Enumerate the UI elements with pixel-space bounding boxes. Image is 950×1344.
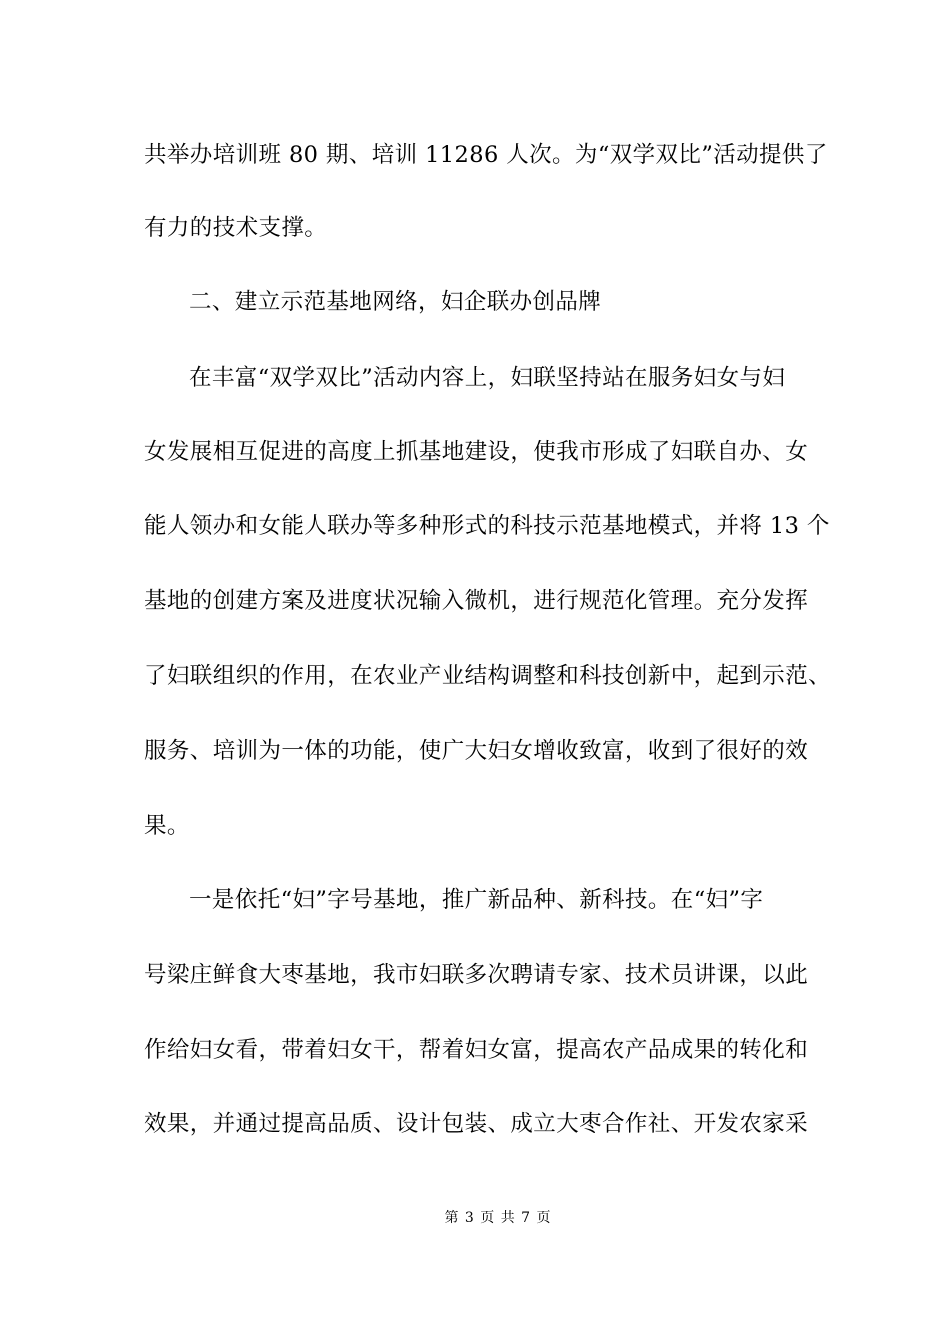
text-line: 基地的创建方案及进度状况输入微机，进行规范化管理。充分发挥 bbox=[144, 588, 809, 614]
text-line: 号梁庄鲜食大枣基地，我市妇联多次聘请专家、技术员讲课，以此 bbox=[144, 962, 809, 988]
text-line: 了妇联组织的作用，在农业产业结构调整和科技创新中，起到示范、 bbox=[144, 663, 832, 689]
text-line: 能人领办和女能人联办等多种形式的科技示范基地模式，并将 13 个 bbox=[144, 513, 830, 539]
section-heading: 二、建立示范基地网络，妇企联办创品牌 bbox=[189, 289, 602, 315]
page-number-footer: 第 3 页 共 7 页 bbox=[444, 1210, 552, 1226]
text-line: 在丰富“双学双比”活动内容上，妇联坚持站在服务妇女与妇 bbox=[189, 365, 786, 391]
text-line: 有力的技术支撑。 bbox=[144, 215, 328, 241]
text-line: 女发展相互促进的高度上抓基地建设，使我市形成了妇联自办、女 bbox=[144, 439, 809, 465]
text-line: 一是依托“妇”字号基地，推广新品种、新科技。在“妇”字 bbox=[189, 887, 764, 913]
text-line: 效果，并通过提高品质、设计包装、成立大枣合作社、开发农家采 bbox=[144, 1111, 809, 1137]
text-line: 服务、培训为一体的功能，使广大妇女增收致富，收到了很好的效 bbox=[144, 738, 809, 764]
text-line: 果。 bbox=[144, 813, 190, 839]
text-line: 共举办培训班 80 期、培训 11286 人次。为“双学双比”活动提供了 bbox=[144, 142, 828, 168]
text-line: 作给妇女看，带着妇女干，帮着妇女富，提高农产品成果的转化和 bbox=[144, 1037, 809, 1063]
